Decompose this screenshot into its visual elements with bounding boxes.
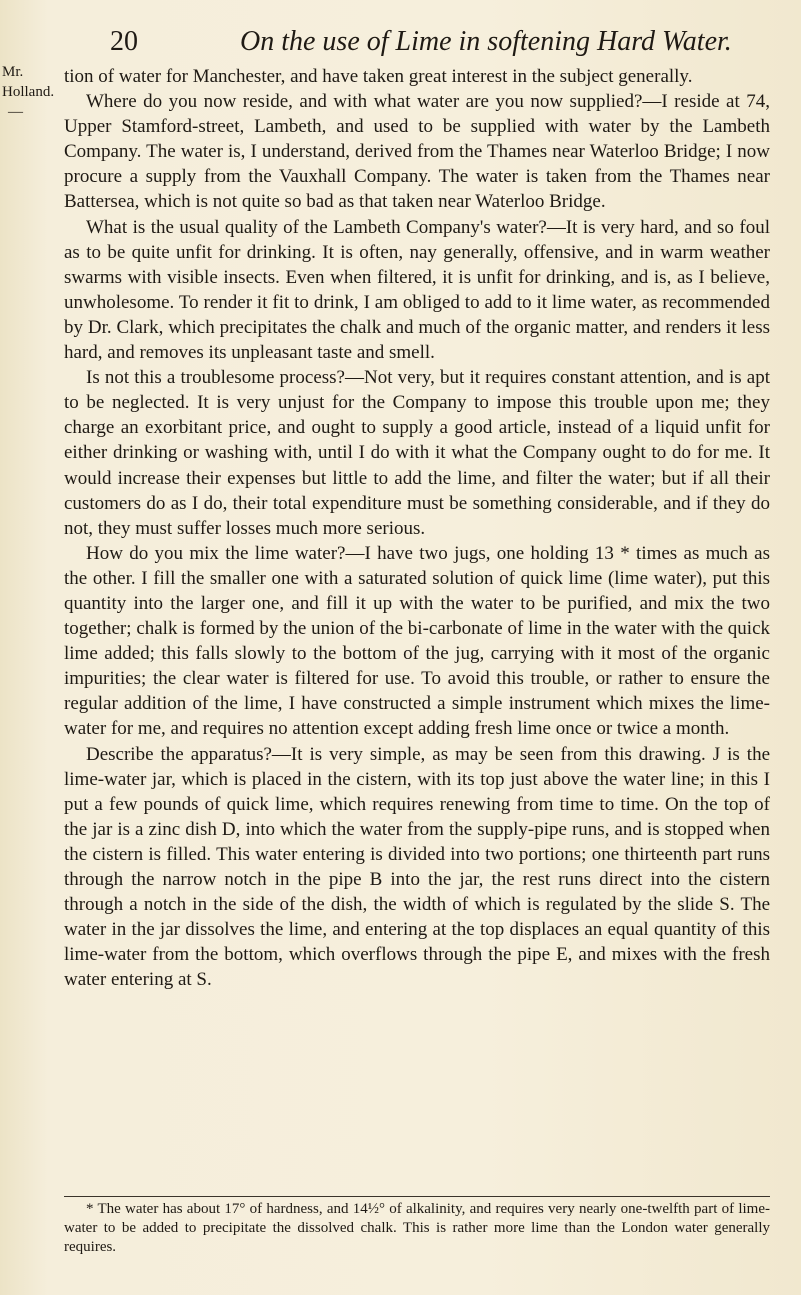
margin-note <box>2 62 62 122</box>
page-title: On the use of Lime in softening Hard Water. <box>240 26 732 57</box>
paragraph: tion of water for Manchester, and have taken great interest in the subject generally. <box>64 66 693 87</box>
footnote <box>64 1200 770 1257</box>
speaker-dash: — <box>8 104 23 120</box>
running-head <box>110 22 761 62</box>
paragraph: Where do you now reside, and with what water are you now supplied?—I reside at 74, Upper Stamford-street, Lambeth, and used to be supplied with water by the Lambeth Company. The water is, I understand, derived from the Thames near Waterloo Bridge; I now procure a supply from the Vauxhall Company. The water is taken from the Thames near Battersea, which is not quite so bad as that taken near Waterloo Bridge. <box>64 91 770 213</box>
speaker-name: Mr. Holland. <box>2 64 55 100</box>
footnote-rule <box>64 1196 770 1197</box>
paragraph: What is the usual quality of the Lambeth Company's water?—It is very hard, and so foul as to be quite unfit for drinking. It is often, nay generally, offensive, and in warm weather swarms with visible insects. Even when filtered, it is unfit for drinking, and is, as I believe, unwholesome. To render it fit to drink, I am obliged to add to it lime water, as recommended by Dr. Clark, which precipitates the chalk and much of the organic matter, and renders it less hard, and removes its unpleasant taste and smell. <box>64 216 770 364</box>
paragraph: Describe the apparatus?—It is very simple, as may be seen from this drawing. J is the lime-water jar, which is placed in the cistern, with its top just above the water line; in this I put a few pounds of quick lime, which requires renewing from time to time. On the top of the jar is a zinc dish D, into which the water from the supply-pipe runs, and is stopped when the cistern is filled. This water entering is divided into two portions; one thirteenth part runs through the narrow notch in the pipe B into the jar, the rest runs direct into the cistern through a notch in the side of the dish, the width of which is regulated by the slide S. The water in the jar dissolves the lime, and entering at the top displaces an equal quantity of this lime-water from the bottom, which overflows through the pipe E, and mixes with the fresh water entering at S. <box>64 743 770 991</box>
paragraph: Is not this a troublesome process?—Not very, but it requires constant attention, and is apt to be neglected. It is very unjust for the Company to impose this trouble upon me; they charge an exorbitant price, and ought to supply a good article, instead of a liquid unfit for either drinking or washing with, until I do with it what the Company ought to do for me. It would increase their expenses but little to add the lime, and filter the water; but if all their customers do as I do, their total expenditure must be something considerable, and if they do not, they must suffer losses much more serious. <box>64 367 770 539</box>
page-number: 20 <box>110 26 138 57</box>
body-text <box>64 64 770 992</box>
footnote-text: * The water has about 17° of hardness, and 14½° of alkalinity, and requires very nearly one-twelfth part of lime-water to be added to precipitate the dissolved chalk. This is rather more lime than the London water generally requires. <box>64 1201 770 1255</box>
paragraph: How do you mix the lime water?—I have two jugs, one holding 13 * times as much as the other. I fill the smaller one with a saturated solution of quick lime (lime water), put this quantity into the larger one, and fill it up with the water to be purified, and mix the two together; chalk is formed by the union of the bi-carbonate of lime in the water with the quick lime added; this falls slowly to the bottom of the jug, carrying with it most of the organic impurities; the clear water is filtered for use. To avoid this trouble, or rather to ensure the regular addition of the lime, I have constructed a simple instrument which mixes the lime-water for me, and requires no attention except adding fresh lime once or twice a month. <box>64 542 770 740</box>
